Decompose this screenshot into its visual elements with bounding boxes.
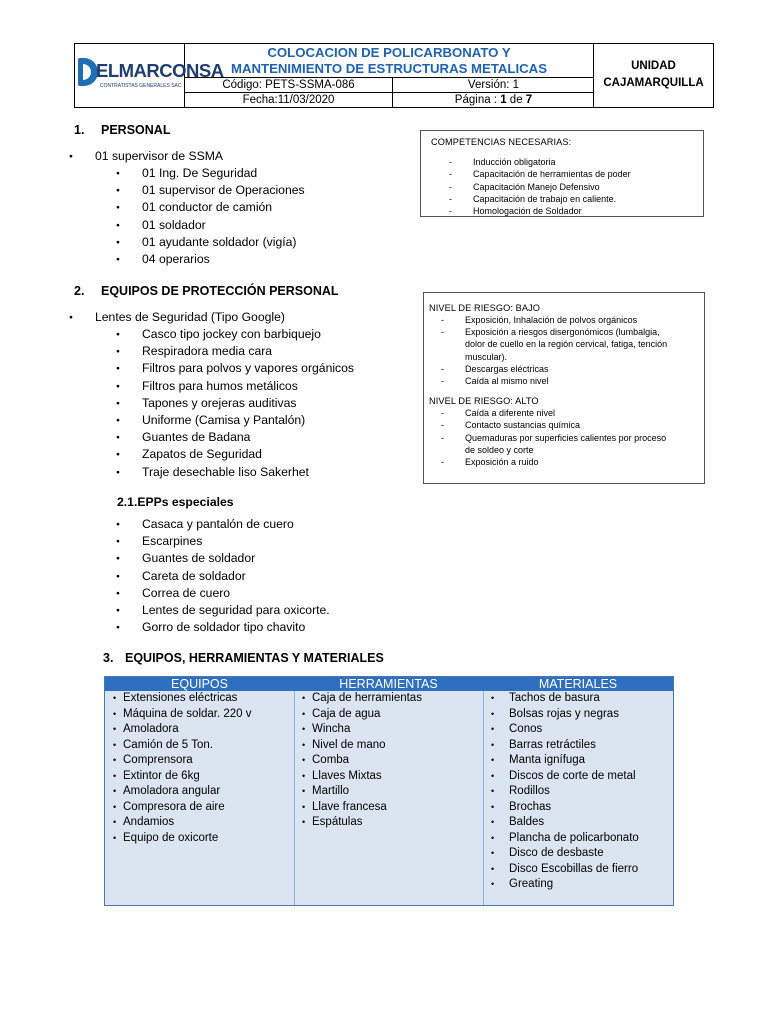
list-item: - Quemaduras por superficies calientes por proceso xyxy=(429,432,699,444)
column-herramientas xyxy=(294,691,484,905)
cell-text: Tachos de basura xyxy=(509,692,600,704)
cell-text: Extensiones eléctricas xyxy=(123,692,238,704)
cell-text: Wincha xyxy=(312,723,351,735)
bullet-icon: • xyxy=(491,770,495,781)
list-item: muscular). xyxy=(465,351,508,362)
column-equipos xyxy=(105,691,295,905)
bullet-icon: • xyxy=(113,801,117,812)
cell-text: Manta ignífuga xyxy=(509,754,586,766)
cell-text: Plancha de policarbonato xyxy=(509,831,639,844)
date-field: Fecha:11/03/2020 xyxy=(185,93,393,107)
unit-label xyxy=(594,44,713,107)
table-cell xyxy=(483,862,673,878)
competencias-box xyxy=(420,130,704,217)
table-cell xyxy=(483,722,673,738)
cell-text: Compresora de aire xyxy=(123,800,225,813)
list-item: - Caída al mismo nivel xyxy=(429,375,699,387)
list-item: ● 01 Ing. De Seguridad xyxy=(142,165,305,182)
bullet-icon: • xyxy=(491,708,495,719)
bullet-icon: • xyxy=(302,755,306,765)
table-cell xyxy=(294,722,483,738)
section-3-title: EQUIPOS, HERRAMIENTAS Y MATERIALES xyxy=(125,651,384,665)
bullet-icon: • xyxy=(302,708,306,719)
bullet-icon: • xyxy=(491,817,495,827)
table-cell xyxy=(294,753,483,769)
list-item: dolor de cuello en la región cervical, fatiga, tención xyxy=(465,339,668,350)
logo-text: ELMARCONSA xyxy=(96,60,224,81)
table-cell xyxy=(294,784,483,800)
cell-text: Bolsas rojas y negras xyxy=(509,707,619,720)
list-item: ● Respiradora media cara xyxy=(142,343,354,360)
table-cell xyxy=(483,800,673,816)
cell-text: Andamios xyxy=(123,816,175,828)
bullet-icon: • xyxy=(491,755,495,765)
cell-text: Nivel de mano xyxy=(312,738,386,751)
bullet-icon: • xyxy=(491,739,495,750)
cell-text: Discos de corte de metal xyxy=(509,769,636,782)
list-item: ● 01 supervisor de Operaciones xyxy=(142,182,305,199)
risk-high-title: NIVEL DE RIESGO: ALTO xyxy=(429,396,539,407)
company-logo xyxy=(75,44,224,107)
cell-text: Comba xyxy=(312,754,350,766)
bullet-icon: • xyxy=(491,801,495,812)
version-field: Versión: 1 xyxy=(467,79,520,91)
table-cell xyxy=(105,707,294,723)
list-item: - Caída a diferente nivel xyxy=(429,407,699,419)
bullet-icon: • xyxy=(302,770,306,781)
bullet-icon: • xyxy=(113,739,117,750)
table-cell xyxy=(483,877,673,893)
cell-text: Llaves Mixtas xyxy=(312,769,382,782)
list-item: ● 04 operarios xyxy=(142,251,305,268)
header-row-code xyxy=(185,77,594,92)
bullet-icon: • xyxy=(302,739,306,750)
section-1-title: PERSONAL xyxy=(101,123,171,137)
table-cell xyxy=(105,691,294,707)
cell-text: Greating xyxy=(509,878,554,890)
list-item: ● Careta de soldador xyxy=(142,568,330,585)
cell-text: Rodillos xyxy=(509,785,550,797)
list-item: ● 01 supervisor de SSMA xyxy=(95,148,223,165)
bullet-icon: • xyxy=(113,817,117,827)
list-item: ● Traje desechable liso Sakerhet xyxy=(142,464,354,481)
document-title xyxy=(185,44,594,77)
cell-text: Espátulas xyxy=(312,816,363,828)
column-header-materiales: MATERIALES xyxy=(483,677,673,691)
list-item: - Capacitación Manejo Defensivo xyxy=(431,181,693,193)
cell-text: Martillo xyxy=(312,785,350,797)
document-header xyxy=(74,43,714,108)
list-item: ● Uniforme (Camisa y Pantalón) xyxy=(142,412,354,429)
bullet-icon: • xyxy=(113,724,117,734)
cell-text: Extintor de 6kg xyxy=(123,769,200,782)
table-cell xyxy=(483,769,673,785)
list-item: ● Filtros para humos metálicos xyxy=(142,378,354,395)
table-cell xyxy=(483,846,673,862)
list-item: ● Casco tipo jockey con barbiquejo xyxy=(142,326,354,343)
bullet-icon: • xyxy=(491,786,495,796)
cell-text: Llave francesa xyxy=(312,800,387,813)
table-cell xyxy=(483,707,673,723)
list-item: - Exposición a ruido xyxy=(429,456,699,468)
section-1-number: 1. xyxy=(74,123,85,137)
list-item: ● Escarpines xyxy=(142,533,330,550)
list-item: ● 01 soldador xyxy=(142,217,305,234)
table-cell xyxy=(105,738,294,754)
table-cell xyxy=(105,722,294,738)
column-header-equipos: EQUIPOS xyxy=(105,677,294,691)
bullet-icon: • xyxy=(113,755,117,765)
section-2-title: EQUIPOS DE PROTECCIÓN PERSONAL xyxy=(101,284,339,298)
list-item: ● 01 conductor de camión xyxy=(142,199,305,216)
table-cell xyxy=(294,800,483,816)
cell-text: Amoladora xyxy=(123,723,179,735)
table-cell xyxy=(483,691,673,707)
table-cell xyxy=(105,784,294,800)
cell-text: Conos xyxy=(509,723,543,735)
bullet-icon: • xyxy=(302,817,306,827)
bullet-icon: • xyxy=(302,724,306,734)
bullet-icon: • xyxy=(491,832,495,843)
section-3-heading xyxy=(103,651,384,665)
cell-text: Caja de herramientas xyxy=(312,692,422,704)
table-cell xyxy=(294,691,483,707)
page-field: Página : 1 de 7 xyxy=(454,94,533,106)
table-cell xyxy=(105,769,294,785)
list-item: - Capacitación de herramientas de poder xyxy=(431,168,693,180)
list-item: ● Guantes de soldador xyxy=(142,550,330,567)
table-cell xyxy=(483,753,673,769)
header-row-date xyxy=(185,92,594,107)
list-item: de soldeo y corte xyxy=(465,444,534,455)
list-item: ● 01 ayudante soldador (vigía) xyxy=(142,234,305,251)
logo-subtext: CONTRATISTAS GENERALES SAC xyxy=(100,83,182,89)
bullet-icon: • xyxy=(113,770,117,781)
epp-lead-list xyxy=(95,309,285,326)
cell-text: Comprensora xyxy=(123,754,193,766)
list-item: ● Guantes de Badana xyxy=(142,429,354,446)
cell-text: Baldes xyxy=(509,816,545,828)
code-field: Código: PETS-SSMA-086 xyxy=(185,78,393,92)
list-item: ● Filtros para polvos y vapores orgánicos xyxy=(142,360,354,377)
table-cell xyxy=(483,815,673,831)
bullet-icon: • xyxy=(491,879,495,889)
cell-text: Disco de desbaste xyxy=(509,847,604,859)
competencias-list xyxy=(431,156,693,217)
bullet-icon: • xyxy=(491,724,495,734)
risk-high-list xyxy=(429,407,699,468)
cell-text: Disco Escobillas de fierro xyxy=(509,862,639,875)
bullet-icon: • xyxy=(113,832,117,843)
unit-line-2: CAJAMARQUILLA xyxy=(603,77,704,89)
table-cell xyxy=(294,769,483,785)
risk-box xyxy=(423,292,705,484)
section-1-heading xyxy=(74,123,170,137)
column-materiales xyxy=(483,691,673,905)
epp-special-list xyxy=(142,516,330,636)
bullet-icon: • xyxy=(302,786,306,796)
bullet-icon: • xyxy=(113,693,117,703)
table-cell xyxy=(294,815,483,831)
unit-line-1: UNIDAD xyxy=(631,60,676,72)
logo-d-icon xyxy=(78,58,98,86)
list-item: ● Tapones y orejeras auditivas xyxy=(142,395,354,412)
list-item: - Capacitación de trabajo en caliente. xyxy=(431,193,693,205)
table-cell xyxy=(105,753,294,769)
bullet-icon: • xyxy=(113,708,117,719)
list-item: ● Zapatos de Seguridad xyxy=(142,446,354,463)
table-cell xyxy=(483,831,673,847)
bullet-icon: • xyxy=(113,786,117,796)
table-cell xyxy=(294,738,483,754)
table-cell xyxy=(105,831,294,847)
bullet-icon: • xyxy=(491,848,495,858)
list-item: - Descargas eléctricas xyxy=(429,363,699,375)
cell-text: Camión de 5 Ton. xyxy=(123,738,213,751)
list-item: - Inducción obligatoria xyxy=(431,156,693,168)
table-cell xyxy=(105,815,294,831)
list-item: - Contacto sustancias química xyxy=(429,419,699,431)
list-item: ● Gorro de soldador tipo chavito xyxy=(142,619,330,636)
list-item: - Exposición, Inhalación de polvos orgánicos xyxy=(429,314,699,326)
table-cell xyxy=(483,738,673,754)
list-item: ● Lentes de seguridad para oxicorte. xyxy=(142,602,330,619)
cell-text: Amoladora angular xyxy=(123,785,221,797)
bullet-icon: • xyxy=(302,801,306,812)
materials-table xyxy=(104,676,674,906)
table-cell xyxy=(483,784,673,800)
list-item: - Homologación de Soldador xyxy=(431,205,693,217)
section-2-1-heading: 2.1.EPPs especiales xyxy=(117,495,234,509)
table-cell xyxy=(294,707,483,723)
column-header-herramientas: HERRAMIENTAS xyxy=(294,677,483,691)
cell-text: Máquina de soldar. 220 v xyxy=(123,707,252,720)
risk-low-list xyxy=(429,314,699,387)
table-cell xyxy=(105,800,294,816)
bullet-icon: • xyxy=(491,693,495,703)
cell-text: Brochas xyxy=(509,800,552,813)
title-line-2: MANTENIMIENTO DE ESTRUCTURAS METALICAS xyxy=(230,61,547,76)
personal-lead-list xyxy=(95,148,223,165)
cell-text: Equipo de oxicorte xyxy=(123,831,219,844)
risk-low-title: NIVEL DE RIESGO: BAJO xyxy=(429,303,541,313)
competencias-title: COMPETENCIAS NECESARIAS: xyxy=(431,137,572,147)
personal-list xyxy=(142,165,305,268)
section-2-heading xyxy=(74,284,339,298)
title-line-1: COLOCACION DE POLICARBONATO Y xyxy=(267,45,511,60)
list-item: ● Correa de cuero xyxy=(142,585,330,602)
epp-list xyxy=(142,326,354,481)
list-item: ● Casaca y pantalón de cuero xyxy=(142,516,330,533)
bullet-icon: • xyxy=(302,693,306,703)
list-item: - Exposición a riesgos disergonómicos (lumbalgia, xyxy=(429,326,699,338)
cell-text: Barras retráctiles xyxy=(509,738,596,751)
section-2-number: 2. xyxy=(74,284,85,298)
bullet-icon: • xyxy=(491,863,495,874)
section-3-number: 3. xyxy=(103,651,114,665)
list-item: ● Lentes de Seguridad (Tipo Google) xyxy=(95,309,285,326)
cell-text: Caja de agua xyxy=(312,707,381,720)
